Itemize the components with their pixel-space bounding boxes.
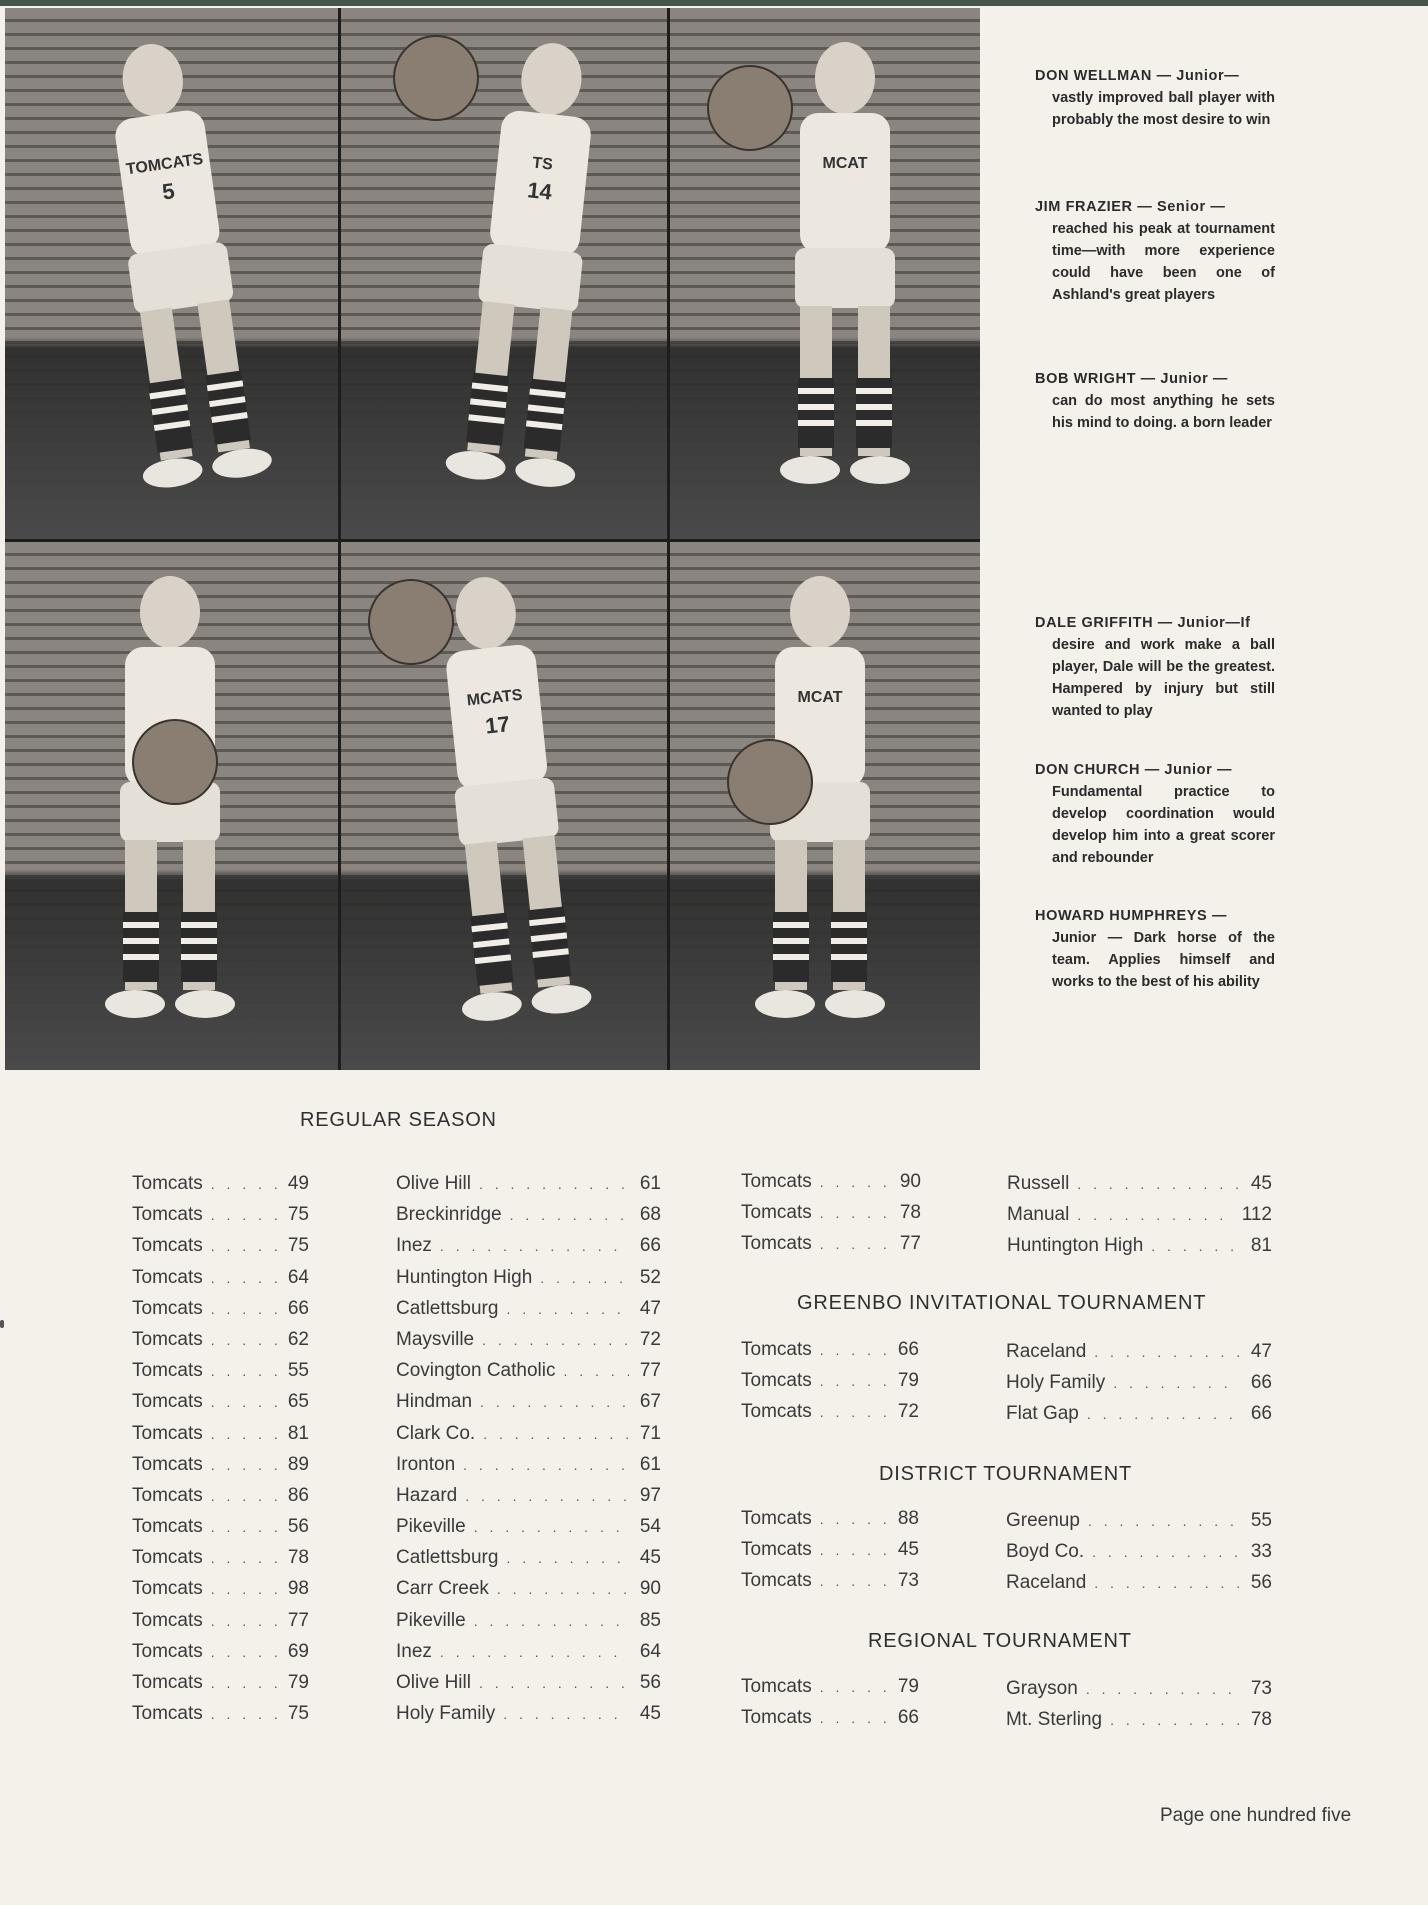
tomcats-score-row [741, 1166, 921, 1197]
opponent-score-row [1006, 1567, 1272, 1598]
opponent-score: 61 [639, 1173, 661, 1194]
opponent-score-row [396, 1199, 661, 1230]
dot-leader [211, 1387, 277, 1418]
tomcats-score-row [741, 1197, 921, 1228]
player-caption [1035, 368, 1275, 434]
opponent-name: Catlettsburg [396, 1297, 499, 1319]
caption-text: Fundamental practice to develop coordination would develop him into a great scorer and rebounder [1052, 784, 1275, 866]
basketball-player-figure [5, 8, 338, 539]
opponent-score-row [396, 1480, 661, 1511]
team-name: Tomcats [741, 1370, 812, 1392]
team-name: Tomcats [741, 1676, 812, 1697]
opponent-score: 33 [1250, 1541, 1272, 1563]
opponent-score: 77 [639, 1360, 661, 1382]
dot-leader [1077, 1169, 1240, 1200]
opponent-score-row [396, 1698, 661, 1729]
team-name: Tomcats [132, 1703, 203, 1725]
tomcats-score-row [132, 1449, 309, 1480]
opponent-score-row [396, 1386, 661, 1417]
dot-leader [820, 1366, 887, 1397]
dot-leader [820, 1335, 887, 1366]
tomcats-score: 64 [287, 1266, 309, 1288]
team-name: Tomcats [132, 1266, 203, 1288]
basketball [369, 580, 453, 664]
caption-text: desire and work make a ball player, Dale will be the greatest. Hampered by injury but still wanted to play [1052, 637, 1275, 719]
dot-leader [820, 1672, 887, 1703]
team-name: Tomcats [132, 1391, 203, 1413]
opponent-name: Catlettsburg [396, 1547, 499, 1569]
tomcats-score-row [132, 1636, 309, 1667]
basketball [708, 66, 792, 150]
opponent-name: Pikeville [396, 1516, 466, 1538]
team-name: Tomcats [741, 1202, 812, 1224]
dot-leader [479, 1668, 629, 1699]
opponent-score: 71 [639, 1422, 661, 1444]
tomcats-score: 77 [287, 1609, 309, 1631]
dot-leader [211, 1294, 277, 1325]
opponent-name: Holy Family [396, 1703, 496, 1725]
greenbo-opponent-scores [1006, 1336, 1272, 1430]
opponent-score-row [1007, 1230, 1272, 1261]
jersey-lettering: TOMCATS [125, 150, 205, 179]
tomcats-score: 55 [287, 1360, 309, 1382]
dot-leader [211, 1356, 277, 1387]
dot-leader [479, 1169, 629, 1200]
district-tomcats-scores [741, 1503, 919, 1597]
basketball [133, 720, 217, 804]
player-photo [5, 542, 338, 1070]
basketball-player-figure [5, 542, 338, 1070]
opponent-score-row [1006, 1367, 1272, 1398]
dot-leader [506, 1294, 629, 1325]
tomcats-score-row [132, 1168, 309, 1199]
team-name: Tomcats [741, 1233, 812, 1255]
tomcats-score-row [741, 1365, 919, 1396]
player-caption [1035, 612, 1275, 722]
tomcats-score: 69 [287, 1640, 309, 1662]
dot-leader [1086, 1674, 1240, 1705]
team-name: Tomcats [132, 1609, 203, 1631]
dot-leader [1087, 1399, 1240, 1430]
dot-leader [820, 1167, 889, 1198]
opponent-name: Hazard [396, 1484, 458, 1506]
dot-leader [1077, 1200, 1233, 1231]
regional-tomcats-scores [741, 1671, 919, 1733]
opponent-score: 56 [639, 1672, 661, 1693]
tomcats-score-row [132, 1542, 309, 1573]
tomcats-score: 66 [287, 1297, 309, 1319]
tomcats-score-row [741, 1228, 921, 1259]
district-opponent-scores [1006, 1505, 1272, 1599]
opponent-score-row [396, 1418, 661, 1449]
opponent-score-row [396, 1324, 661, 1355]
opponent-score: 90 [639, 1578, 661, 1600]
greenbo-title: GREENBO INVITATIONAL TOURNAMENT [797, 1292, 1207, 1314]
opponent-name: Ironton [396, 1453, 456, 1475]
opponent-score: 55 [1250, 1510, 1272, 1531]
opponent-name: Carr Creek [396, 1578, 489, 1600]
opponent-score-row [396, 1511, 661, 1542]
opponent-score: 81 [1250, 1235, 1272, 1257]
dot-leader [211, 1668, 277, 1699]
team-name: Tomcats [132, 1204, 203, 1226]
dot-leader [480, 1387, 629, 1418]
dot-leader [820, 1566, 887, 1597]
team-name: Tomcats [132, 1297, 203, 1319]
tomcats-score: 86 [287, 1484, 309, 1506]
dot-leader [1094, 1568, 1240, 1599]
dot-leader [563, 1356, 629, 1387]
dot-leader [211, 1325, 277, 1356]
opponent-name: Olive Hill [396, 1173, 471, 1194]
team-name: Tomcats [741, 1539, 812, 1561]
dot-leader [465, 1481, 629, 1512]
team-name: Tomcats [741, 1707, 812, 1729]
dot-leader [211, 1169, 277, 1200]
opponent-score-row [1007, 1199, 1272, 1230]
opponent-score: 66 [1250, 1372, 1272, 1394]
caption-text: can do most anything he sets his mind to doing. a born leader [1052, 393, 1275, 431]
team-name: Tomcats [132, 1484, 203, 1506]
regular-season-title: REGULAR SEASON [300, 1109, 497, 1131]
dot-leader [510, 1200, 629, 1231]
opponent-name: Russell [1007, 1173, 1070, 1194]
tomcats-score-row [132, 1230, 309, 1261]
tomcats-score-row [132, 1386, 309, 1417]
team-name: Tomcats [132, 1578, 203, 1600]
jersey-lettering: TS [531, 154, 554, 174]
tomcats-score: 77 [899, 1233, 921, 1255]
dot-leader [211, 1481, 277, 1512]
caption-name: HOWARD HUMPHREYS — [1035, 908, 1228, 924]
player-photo-grid [5, 8, 980, 1070]
dot-leader [506, 1543, 629, 1574]
opponent-score-row [396, 1262, 661, 1293]
player-caption [1035, 196, 1275, 306]
dot-leader [1092, 1537, 1240, 1568]
opponent-score: 67 [639, 1391, 661, 1413]
team-name: Tomcats [741, 1508, 812, 1529]
opponent-score-row [1006, 1505, 1272, 1536]
dot-leader [1110, 1705, 1240, 1736]
opponent-score-row [1006, 1336, 1272, 1367]
tomcats-score: 56 [287, 1516, 309, 1538]
tomcats-score: 78 [899, 1202, 921, 1224]
caption-text: reached his peak at tournament time—with more experience could have been one of Ashland's great players [1052, 221, 1275, 303]
tomcats-score: 49 [287, 1173, 309, 1194]
dot-leader [211, 1450, 277, 1481]
opponent-score: 47 [1250, 1341, 1272, 1362]
dot-leader [440, 1637, 629, 1668]
opponent-name: Inez [396, 1640, 432, 1662]
team-name: Tomcats [132, 1547, 203, 1569]
tomcats-score: 79 [287, 1672, 309, 1693]
opponent-name: Huntington High [396, 1266, 533, 1288]
team-name: Tomcats [741, 1171, 812, 1192]
tomcats-score: 90 [899, 1171, 921, 1192]
caption-name: BOB WRIGHT — Junior — [1035, 371, 1229, 387]
regular-season-tomcats-scores [132, 1168, 309, 1729]
opponent-score: 45 [639, 1703, 661, 1725]
tomcats-score-row [741, 1534, 919, 1565]
jersey-lettering: MCATS [466, 686, 524, 710]
player-photo [670, 542, 980, 1070]
player-caption [1035, 905, 1275, 993]
opponent-score: 97 [639, 1484, 661, 1506]
dot-leader [211, 1231, 277, 1262]
opponent-score: 112 [1241, 1204, 1272, 1226]
player-photo [670, 8, 980, 539]
dot-leader [211, 1574, 277, 1605]
dot-leader [820, 1504, 887, 1535]
dot-leader [820, 1198, 889, 1229]
tomcats-score: 98 [287, 1578, 309, 1600]
dot-leader [1088, 1506, 1240, 1537]
opponent-score-row [396, 1168, 661, 1199]
tomcats-score-row [132, 1667, 309, 1698]
opponent-score: 72 [639, 1328, 661, 1350]
tomcats-score: 75 [287, 1235, 309, 1257]
opponent-score: 56 [1250, 1572, 1272, 1594]
opponent-score-row [1006, 1704, 1272, 1735]
tomcats-score: 89 [287, 1453, 309, 1475]
dot-leader [474, 1512, 629, 1543]
basketball [728, 740, 812, 824]
team-name: Tomcats [132, 1360, 203, 1382]
dot-leader [211, 1606, 277, 1637]
opponent-score: 66 [639, 1235, 661, 1257]
dot-leader [440, 1231, 629, 1262]
opponent-name: Flat Gap [1006, 1403, 1079, 1425]
tomcats-score-row [741, 1503, 919, 1534]
dot-leader [211, 1419, 277, 1450]
dot-leader [820, 1229, 889, 1260]
tomcats-score: 73 [897, 1570, 919, 1592]
opponent-score-row [396, 1449, 661, 1480]
opponent-name: Covington Catholic [396, 1360, 556, 1382]
opponent-name: Raceland [1006, 1341, 1087, 1362]
dot-leader [211, 1699, 277, 1730]
basketball-player-figure [341, 542, 667, 1070]
tomcats-score-row [132, 1698, 309, 1729]
player-photo [5, 8, 338, 539]
opponent-score-row [396, 1667, 661, 1698]
caption-name: DON WELLMAN — Junior— [1035, 68, 1240, 84]
opponent-score-row [396, 1230, 661, 1261]
tomcats-score-row [132, 1418, 309, 1449]
tomcats-score-row [741, 1671, 919, 1702]
dot-leader [820, 1535, 887, 1566]
regional-title: REGIONAL TOURNAMENT [868, 1630, 1132, 1652]
regular-season-opponent-scores-cont [1007, 1168, 1272, 1262]
jersey-lettering: MCAT [797, 689, 843, 706]
dot-leader [474, 1606, 629, 1637]
caption-text: vastly improved ball player with probably the most desire to win [1052, 90, 1275, 128]
team-name: Tomcats [132, 1516, 203, 1538]
tomcats-score: 78 [287, 1547, 309, 1569]
tomcats-score: 79 [897, 1370, 919, 1392]
team-name: Tomcats [132, 1453, 203, 1475]
dot-leader [1151, 1231, 1240, 1262]
tomcats-score: 66 [897, 1339, 919, 1360]
tomcats-score-row [132, 1511, 309, 1542]
dot-leader [211, 1263, 277, 1294]
opponent-name: Olive Hill [396, 1672, 471, 1693]
opponent-score-row [396, 1573, 661, 1604]
tomcats-score: 79 [897, 1676, 919, 1697]
caption-name: DALE GRIFFITH — Junior—If [1035, 615, 1251, 631]
tomcats-score-row [741, 1565, 919, 1596]
opponent-score: 68 [639, 1204, 661, 1226]
district-title: DISTRICT TOURNAMENT [879, 1463, 1132, 1485]
opponent-name: Pikeville [396, 1609, 466, 1631]
opponent-name: Raceland [1006, 1572, 1087, 1594]
tomcats-score-row [132, 1605, 309, 1636]
dot-leader [211, 1200, 277, 1231]
team-name: Tomcats [741, 1401, 812, 1423]
jersey-lettering: MCAT [822, 155, 868, 172]
tomcats-score: 62 [287, 1328, 309, 1350]
opponent-name: Mt. Sterling [1006, 1709, 1103, 1731]
caption-name: DON CHURCH — Junior — [1035, 762, 1233, 778]
opponent-name: Boyd Co. [1006, 1541, 1085, 1563]
team-name: Tomcats [132, 1672, 203, 1693]
dot-leader [1113, 1368, 1240, 1399]
opponent-score-row [1006, 1673, 1272, 1704]
dot-leader [211, 1543, 277, 1574]
opponent-name: Holy Family [1006, 1372, 1106, 1394]
dot-leader [483, 1419, 629, 1450]
opponent-score: 66 [1250, 1403, 1272, 1425]
opponent-score: 61 [639, 1453, 661, 1475]
basketball-player-figure [670, 8, 980, 539]
opponent-score: 54 [639, 1516, 661, 1538]
dot-leader [503, 1699, 629, 1730]
basketball-player-figure [341, 8, 667, 539]
tomcats-score-row [132, 1324, 309, 1355]
tomcats-score: 65 [287, 1391, 309, 1413]
opponent-score-row [396, 1293, 661, 1324]
dot-leader [820, 1397, 887, 1428]
opponent-score: 73 [1250, 1678, 1272, 1699]
tomcats-score-row [132, 1199, 309, 1230]
jersey-number: 17 [483, 711, 511, 739]
opponent-score-row [1006, 1398, 1272, 1429]
regional-opponent-scores [1006, 1673, 1272, 1735]
opponent-score-row [1007, 1168, 1272, 1199]
tomcats-score-row [132, 1355, 309, 1386]
tomcats-score: 45 [897, 1539, 919, 1561]
caption-text: Junior — Dark horse of the team. Applies himself and works to the best of his ability [1052, 930, 1275, 990]
opponent-name: Maysville [396, 1328, 475, 1350]
opponent-score-row [396, 1636, 661, 1667]
dot-leader [211, 1637, 277, 1668]
tomcats-score-row [741, 1702, 919, 1733]
dot-leader [820, 1703, 887, 1734]
opponent-score-row [396, 1605, 661, 1636]
jersey-number: 5 [160, 178, 177, 205]
tomcats-score-row [741, 1334, 919, 1365]
dot-leader [482, 1325, 629, 1356]
player-caption [1035, 759, 1275, 869]
opponent-name: Breckinridge [396, 1204, 502, 1226]
opponent-name: Grayson [1006, 1678, 1078, 1699]
dot-leader [463, 1450, 629, 1481]
top-edge-band [0, 0, 1428, 6]
tomcats-score-row [132, 1262, 309, 1293]
regular-season-tomcats-scores-cont [741, 1166, 921, 1260]
opponent-name: Manual [1007, 1204, 1070, 1226]
opponent-score: 64 [639, 1640, 661, 1662]
regular-season-opponent-scores [396, 1168, 661, 1729]
team-name: Tomcats [741, 1570, 812, 1592]
player-photo [341, 8, 667, 539]
tomcats-score: 66 [897, 1707, 919, 1729]
team-name: Tomcats [741, 1339, 812, 1360]
opponent-name: Huntington High [1007, 1235, 1144, 1257]
player-photo [341, 542, 667, 1070]
opponent-score-row [396, 1355, 661, 1386]
dot-leader [211, 1512, 277, 1543]
tomcats-score: 75 [287, 1204, 309, 1226]
opponent-score-row [396, 1542, 661, 1573]
basketball [394, 36, 478, 120]
opponent-name: Inez [396, 1235, 432, 1257]
opponent-name: Clark Co. [396, 1422, 476, 1444]
caption-name: JIM FRAZIER — Senior — [1035, 199, 1226, 215]
greenbo-tomcats-scores [741, 1334, 919, 1428]
page-number: Page one hundred five [1160, 1805, 1352, 1826]
dot-leader [497, 1574, 629, 1605]
player-caption [1035, 65, 1275, 131]
tomcats-score-row [132, 1480, 309, 1511]
team-name: Tomcats [132, 1235, 203, 1257]
tomcats-score-row [132, 1573, 309, 1604]
tomcats-score: 75 [287, 1703, 309, 1725]
opponent-name: Hindman [396, 1391, 473, 1413]
team-name: Tomcats [132, 1173, 203, 1194]
jersey-number: 14 [526, 177, 554, 205]
team-name: Tomcats [132, 1328, 203, 1350]
tomcats-score-row [741, 1396, 919, 1427]
opponent-score: 45 [1250, 1173, 1272, 1194]
opponent-name: Greenup [1006, 1510, 1080, 1531]
tomcats-score: 72 [897, 1401, 919, 1423]
opponent-score: 47 [639, 1297, 661, 1319]
team-name: Tomcats [132, 1422, 203, 1444]
team-name: Tomcats [132, 1640, 203, 1662]
page-edge-mark [0, 1320, 4, 1328]
tomcats-score-row [132, 1293, 309, 1324]
dot-leader [1094, 1337, 1240, 1368]
tomcats-score: 81 [287, 1422, 309, 1444]
tomcats-score: 88 [897, 1508, 919, 1529]
opponent-score-row [1006, 1536, 1272, 1567]
opponent-score: 85 [639, 1609, 661, 1631]
basketball-player-figure [670, 542, 980, 1070]
opponent-score: 52 [639, 1266, 661, 1288]
opponent-score: 78 [1250, 1709, 1272, 1731]
dot-leader [540, 1263, 629, 1294]
opponent-score: 45 [639, 1547, 661, 1569]
